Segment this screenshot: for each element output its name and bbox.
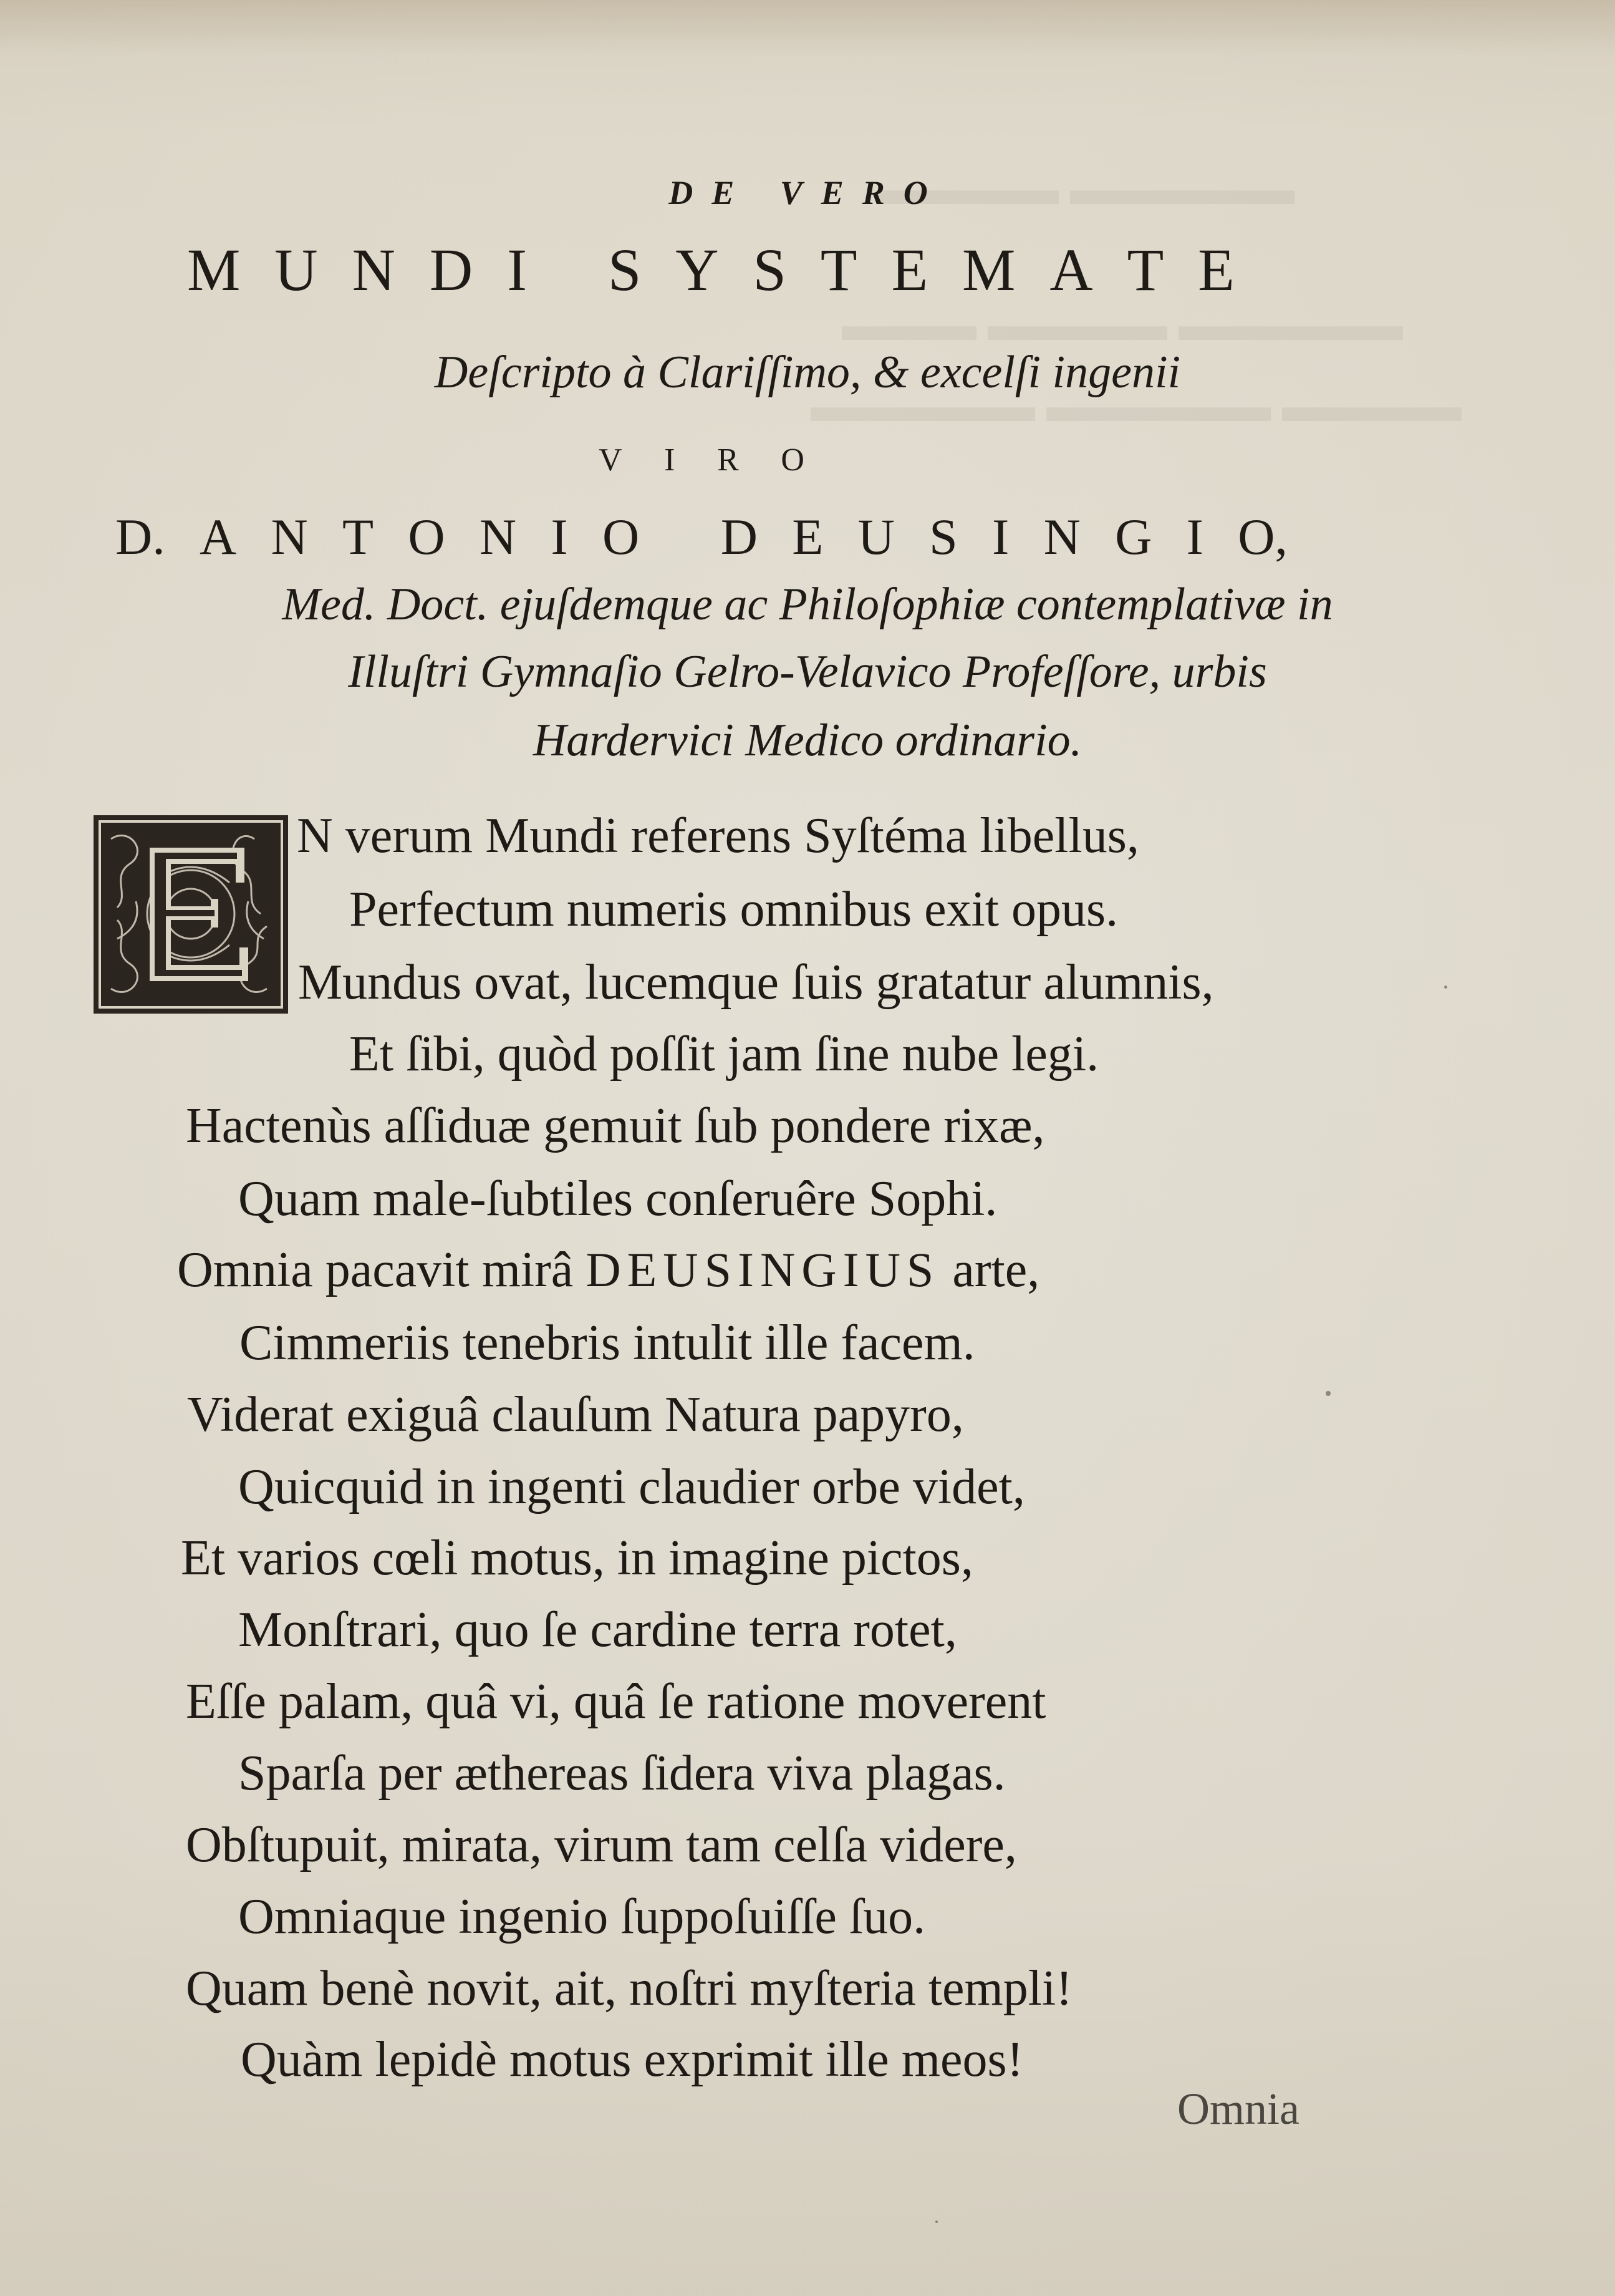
verse-line: Quam benè novit, ait, noſtri myſteria templi! — [186, 1961, 1073, 2016]
heading-letter: G — [1115, 508, 1152, 565]
dedication-line-3: Hardervici Medico ordinario. — [533, 715, 1082, 766]
verse-line: N verum Mundi referens Syſtéma libellus, — [297, 808, 1139, 863]
heading-letter: S — [607, 236, 642, 303]
heading-letter: I — [664, 442, 675, 478]
heading-letter: R — [717, 442, 739, 478]
verse-line: Quàm lepidè motus exprimit ille meos! — [241, 2032, 1024, 2087]
heading-letter: S — [753, 236, 786, 303]
show-through-mark: ▬▬▬▬ ▬▬▬▬▬ — [879, 164, 1294, 214]
heading-descripto: Deſcripto à Clariſſimo, & excelſi ingenii — [434, 347, 1181, 398]
heading-letter: U — [274, 236, 318, 303]
verse-line: Quicquid in ingenti claudier orbe videt, — [238, 1460, 1025, 1514]
heading-letter: M — [187, 236, 241, 303]
heading-letter: N — [271, 508, 308, 565]
heading-letter: T — [820, 236, 857, 303]
heading-letter — [673, 511, 686, 563]
heading-letter: N — [1043, 508, 1081, 565]
verse-text-tail: arte, — [952, 1242, 1040, 1297]
dedication-line-1: Med. Doct. ejuſdemque ac Philoſophiæ contemplativæ in — [282, 579, 1333, 630]
paper-speck — [935, 2221, 938, 2223]
verse-line — [177, 1242, 1040, 1297]
verse-line: Mundus ovat, lucemque ſuis gratatur alumnis, — [298, 955, 1214, 1010]
show-through-mark: ▬▬▬▬▬ ▬▬▬▬▬ ▬▬▬▬ — [811, 381, 1462, 431]
heading-letter: S — [929, 508, 958, 565]
heading-letter: M — [962, 236, 1016, 303]
catchword: Omnia — [1177, 2084, 1299, 2134]
heading-letter: V — [599, 442, 622, 478]
heading-de-vero: DE VERO — [668, 174, 947, 211]
heading-letter: O — [408, 508, 445, 565]
verse-line: Et ſibi, quòd poſſit jam ſine nube legi. — [349, 1027, 1099, 1082]
heading-letter: E — [891, 236, 928, 303]
paper-speck — [1326, 1391, 1331, 1396]
verse-text: Omnia pacavit mirâ — [177, 1242, 574, 1297]
heading-letter: I — [1186, 508, 1203, 565]
heading-letter: I — [551, 508, 568, 565]
heading-letter: N — [479, 508, 517, 565]
heading-letter — [561, 240, 574, 300]
verse-line: Hactenùs aſſiduæ gemuit ſub pondere rixæ, — [186, 1098, 1045, 1153]
verse-line: Perfectum numeris omnibus exit opus. — [349, 882, 1119, 937]
heading-letter: N — [352, 236, 395, 303]
heading-letter: E — [1198, 236, 1235, 303]
heading-letter: E — [792, 508, 824, 565]
heading-letter: Y — [675, 236, 719, 303]
verse-line: Monſtrari, quo ſe cardine terra rotet, — [238, 1602, 957, 1657]
heading-letter: D — [429, 236, 473, 303]
dedication-line-2: Illuſtri Gymnaſio Gelro-Velavico Profeſſore, urbis — [348, 646, 1267, 697]
paper-stain — [0, 0, 1615, 56]
heading-letter: U — [857, 508, 895, 565]
decorated-initial-e-icon — [92, 814, 289, 1015]
show-through-mark: ▬▬▬ ▬▬▬▬ ▬▬▬▬▬ — [842, 300, 1403, 350]
heading-author-name — [115, 508, 1288, 565]
heading-letter: I — [992, 508, 1010, 565]
verse-line: Quam male-ſubtiles conſeruêre Sophi. — [238, 1171, 998, 1226]
verse-name-deusingius: DEUSINGIUS — [586, 1242, 940, 1297]
heading-letter: D — [720, 508, 758, 565]
heading-letter: O — [781, 442, 804, 478]
heading-mundi-systemate — [187, 236, 1235, 303]
heading-letter: O, — [1238, 508, 1288, 565]
verse-line: Sparſa per æthereas ſidera viva plagas. — [238, 1746, 1006, 1801]
verse-line: Omniaque ingenio ſuppoſuiſſe ſuo. — [238, 1889, 926, 1944]
verse-line: Viderat exiguâ clauſum Natura papyro, — [187, 1387, 964, 1442]
verse-line: Eſſe palam, quâ vi, quâ ſe ratione moverent — [186, 1674, 1046, 1729]
heading-letter: I — [507, 236, 528, 303]
paper-speck — [1444, 986, 1447, 989]
heading-letter: O — [602, 508, 640, 565]
heading-letter: A — [200, 508, 237, 565]
verse-line: Obſtupuit, mirata, virum tam celſa videre, — [186, 1818, 1017, 1872]
heading-letter: T — [342, 508, 374, 565]
heading-viro — [599, 444, 804, 477]
heading-letter: A — [1049, 236, 1093, 303]
heading-letter: D. — [115, 508, 165, 565]
verse-line: Cimmeriis tenebris intulit ille facem. — [239, 1315, 975, 1370]
verse-line: Et varios cœli motus, in imagine pictos, — [181, 1531, 973, 1586]
heading-letter: T — [1127, 236, 1164, 303]
